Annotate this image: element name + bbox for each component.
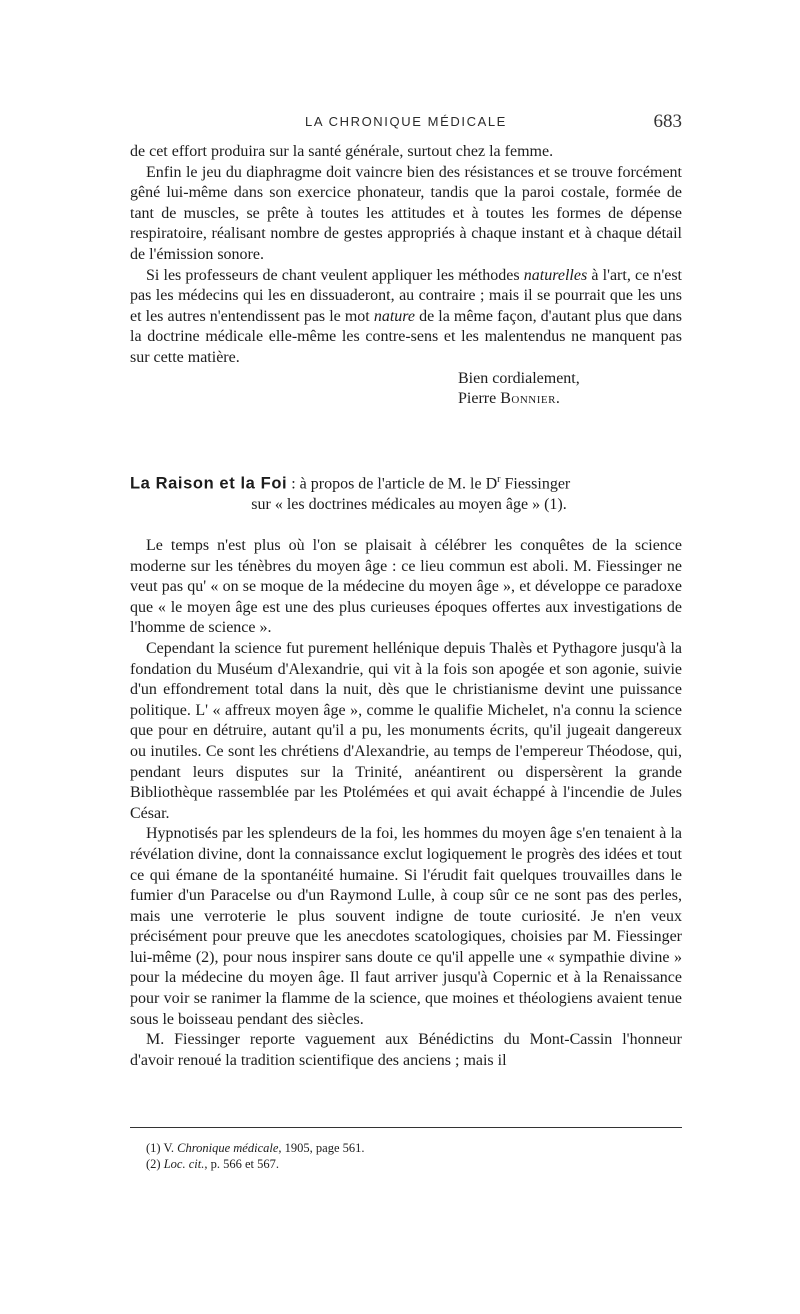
article-heading [130, 470, 682, 516]
article-paragraph-3: Hypnotisés par les splendeurs de la foi, les hommes du moyen âge s'en tenaient à la révélation divine, dont la connaissance exclut logiquement le progrès des idées et tout ce qui émane de la spontanéité humaine. Si l'érudit fait quelques trouvailles dans le fumier d'un Paracelse ou d'un Raymond Lulle, à coup sûr ce ne sont pas des perles, mais une verroterie le plus souvent indigne de toute curiosité. Je n'en veux précisément pour preuve que les anecdotes scatologiques, choisies par M. Fiessinger lui-même (2), pour nous inspirer sans doute ce qu'il appelle une « sympathie divine » pour la médecine du moyen âge. Il faut arriver jusqu'à Copernic et à la Renaissance pour voir se ranimer la flamme de la science, que moines et théologiens avaient tenue sous le boisseau pendant des siècles. [130, 825, 682, 1028]
article-paragraph-2: Cependant la science fut purement hellénique depuis Thalès et Pythagore jusqu'à la fondation du Muséum d'Alexandrie, qui vit à la fois son apogée et son agonie, suivie d'un effondrement total dans la nuit, dès que le christianisme devint une puissance politique. L' « affreux moyen âge », comme le qualifie Michelet, n'a connu la science que pour en détruire, autant qu'il a pu, les monuments écrits, qu'il jugeait dangereux ou inutiles. Ce sont les chrétiens d'Alexandrie, au temps de l'empereur Théodose, qui, pendant leurs disputes sur la Trinité, anéantirent ou dispersèrent la grande Bibliothèque rassemblée par les Ptolémées et qui avait échappé à l'incendie de Jules César. [130, 639, 682, 822]
article-paragraph-1: Le temps n'est plus où l'on se plaisait à célébrer les conquêtes de la science moderne sur les ténèbres du moyen âge : ce lieu commun est aboli. M. Fiessinger ne veut pas qu' « on se moque de la médecine du moyen âge », et développe ce paradoxe que « le moyen âge est une des plus curieuses époques offertes aux investigations de l'homme de science ». [130, 537, 682, 637]
italic-term: nature [373, 307, 416, 325]
article-heading-line-2: sur « les doctrines médicales au moyen âge » (1). [251, 495, 567, 513]
letter-paragraph-2: Enfin le jeu du diaphragme doit vaincre bien des résistances et se trouve forcément gêné lui-même dans son exercice phonateur, tandis que la paroi costale, formée de tant de muscles, se prête à toutes les attitudes et à toutes les formes de dépense respiratoire, réalisant nombre de gestes appropriés à chaque instant et à chaque détail de l'émission sonore. [130, 163, 682, 263]
footnote-divider [130, 1127, 682, 1128]
footnote-1 [146, 1140, 365, 1156]
footnote-text: , p. 566 et 567. [204, 1157, 279, 1171]
signature [130, 389, 682, 410]
article-title: La Raison et la Foi [130, 474, 288, 493]
text-run: Si les professeurs de chant veulent appliquer les méthodes [146, 266, 524, 284]
footnotes [146, 1140, 365, 1172]
running-title: LA CHRONIQUE MÉDICALE [305, 114, 507, 129]
article-text [130, 536, 682, 1071]
article-heading-line-1 [130, 470, 682, 495]
text-run: à l'art, ce n'est pas les médecins qui les en dissuaderont, au contraire ; mais il se pourrait que les uns et les autres n'entendissent pas le mot [130, 266, 683, 325]
article-paragraph-4: M. Fiessinger reporte vaguement aux Bénédictins du Mont-Cassin l'honneur d'avoir renoué la tradition scientifique des anciens ; mais il [130, 1031, 682, 1069]
letter-paragraph-3 [130, 266, 682, 369]
footnote-2 [146, 1156, 365, 1172]
footnote-text: , 1905, page 561. [278, 1141, 365, 1155]
footnote-source-title: Loc. cit. [163, 1157, 205, 1171]
italic-term: naturelles [523, 266, 588, 284]
footnote-text: (1) V. [146, 1141, 178, 1155]
footnote-text: (2) [146, 1157, 164, 1171]
heading-superscript: r [497, 474, 501, 485]
signature-first-name: Pierre [458, 390, 501, 408]
heading-text: : à propos de l'article de M. le D [287, 475, 498, 493]
closing-salutation: Bien cordialement, [458, 369, 580, 387]
text-run: de la même façon, d'autant plus que dans la doctrine médicale elle-même les contre-sens et les malentendus ne manquent pas sur cette matière. [130, 307, 683, 366]
footnote-source-title: Chronique médicale [177, 1141, 279, 1155]
signature-last-name: Bonnier. [500, 390, 561, 408]
letter-paragraph-1: de cet effort produira sur la santé générale, surtout chez la femme. [130, 143, 554, 160]
running-header [130, 111, 682, 136]
letter-text [130, 142, 682, 410]
page-number: 683 [653, 111, 682, 132]
heading-text: Fiessinger [500, 475, 571, 493]
